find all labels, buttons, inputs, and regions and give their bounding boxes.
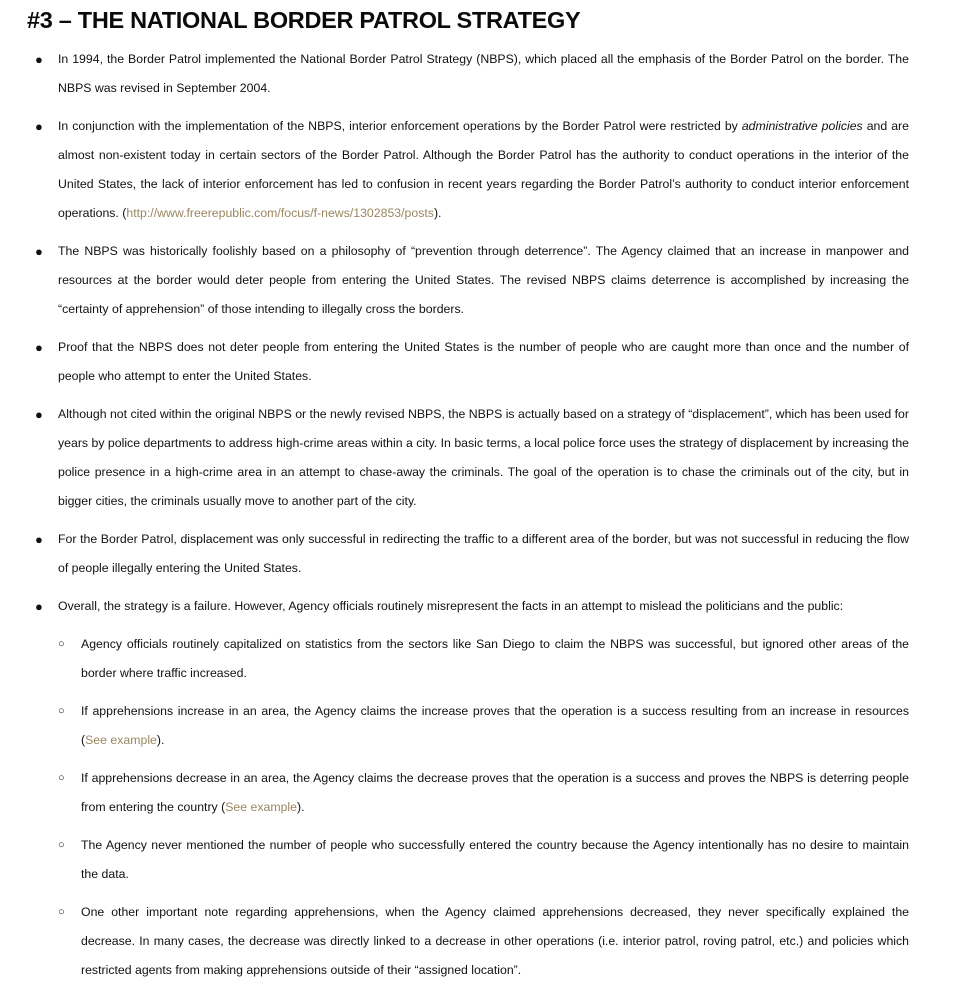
freerepublic-link[interactable]: http://www.freerepublic.com/focus/f-news/1302853/posts xyxy=(126,206,434,220)
bullet-icon: ● xyxy=(35,599,43,614)
sub-list-item-text: One other important note regarding apprehensions, when the Agency claimed apprehensions decreased, they never specifically explained the decrease. In many cases, the decrease was directly linked to a decrease in other operations (i.e. interior patrol, roving patrol, etc.) and policies which restricted agents from making apprehensions outside of their “assigned location”. xyxy=(81,905,909,977)
list-item-text: Although not cited within the original NBPS or the newly revised NBPS, the NBPS is actually based on a strategy of “displacement”, which has been used for years by police departments to address high-crime areas within a city. In basic terms, a local police force uses the strategy of displacement by increasing the police presence in a high-crime area in an attempt to chase-away the criminals. The goal of the operation is to chase the criminals out of the city, but in bigger cities, the criminals usually move to another part of the city. xyxy=(58,407,909,508)
hollow-bullet-icon: ○ xyxy=(58,638,65,650)
sub-list-item-text: If apprehensions decrease in an area, the Agency claims the decrease proves that the operation is a success and proves the NBPS is deterring people from entering the country ( xyxy=(81,771,909,814)
list-item-interior-enforcement xyxy=(27,112,909,228)
sub-list-item-text: The Agency never mentioned the number of people who successfully entered the country because the Agency intentionally has no desire to maintain the data. xyxy=(81,838,909,881)
bullet-icon: ● xyxy=(35,407,43,422)
bullet-icon: ● xyxy=(35,244,43,259)
sub-list-item-apprehensions-decrease xyxy=(58,764,909,822)
list-item-displacement-result xyxy=(27,525,909,583)
sub-list-item-text: ). xyxy=(297,800,305,814)
list-item-text: ). xyxy=(433,206,442,220)
sub-list-item-apprehensions-increase xyxy=(58,697,909,755)
hollow-bullet-icon: ○ xyxy=(58,705,65,717)
bullet-icon: ● xyxy=(35,52,43,67)
hollow-bullet-icon: ○ xyxy=(58,839,65,851)
see-example-link[interactable]: See example xyxy=(225,800,297,814)
sub-list-item-text: ). xyxy=(156,733,165,747)
sub-list-item-text: If apprehensions increase in an area, the Agency claims the increase proves that the operation is a success resulting from an increase in resources ( xyxy=(81,704,909,747)
misrepresentation-sub-list xyxy=(58,630,909,985)
list-item-text: Proof that the NBPS does not deter people from entering the United States is the number of people who are caught more than once and the number of people who attempt to enter the United States. xyxy=(58,340,909,383)
sub-list-item-text: Agency officials routinely capitalized on statistics from the sectors like San Diego to claim the NBPS was successful, but ignored other areas of the border where traffic increased. xyxy=(81,637,909,680)
list-item-strategy-failure xyxy=(27,592,909,985)
list-item-text: Overall, the strategy is a failure. However, Agency officials routinely misrepresent the facts in an attempt to mislead the politicians and the public: xyxy=(58,599,844,613)
list-item-text: The NBPS was historically foolishly based on a philosophy of “prevention through deterrence”. The Agency claimed that an increase in manpower and resources at the border would deter people from entering the United States. The revised NBPS claims deterrence is accomplished by increasing the “certainty of apprehension” of those intending to illegally cross the borders. xyxy=(58,244,909,316)
bullet-icon: ● xyxy=(35,532,43,547)
hollow-bullet-icon: ○ xyxy=(58,906,65,918)
sub-list-item-no-data xyxy=(58,831,909,889)
list-item-nbps-implementation xyxy=(27,45,909,103)
bullet-icon: ● xyxy=(35,340,43,355)
list-item-displacement xyxy=(27,400,909,516)
page-title: #3 – THE NATIONAL BORDER PATROL STRATEGY xyxy=(27,7,581,33)
list-item-text: In conjunction with the implementation of the NBPS, interior enforcement operations by the Border Patrol were restricted by xyxy=(58,119,742,133)
sub-list-item-san-diego xyxy=(58,630,909,688)
list-item-text: In 1994, the Border Patrol implemented the National Border Patrol Strategy (NBPS), which placed all the emphasis of the Border Patrol on the border. The NBPS was revised in September 2004. xyxy=(58,52,909,95)
see-example-link[interactable]: See example xyxy=(85,733,157,747)
hollow-bullet-icon: ○ xyxy=(58,772,65,784)
emphasized-text: administrative policies xyxy=(741,119,863,133)
list-item-text: For the Border Patrol, displacement was only successful in redirecting the traffic to a different area of the border, but was not successful in reducing the flow of people illegally entering the United States. xyxy=(58,532,909,575)
list-item-prevention-through-deterrence xyxy=(27,237,909,324)
list-item-text: and are almost non-existent today in certain sectors of the Border Patrol. Although the Border Patrol has the authority to conduct operations in the interior of the United States, the lack of interior enforcement has led to confusion in recent years regarding the Border Patrol’s authority to conduct interior enforcement operations. ( xyxy=(58,119,909,220)
bullet-icon: ● xyxy=(35,119,43,134)
sub-list-item-important-note xyxy=(58,898,909,985)
list-item-deterrence-proof xyxy=(27,333,909,391)
strategy-bullet-list xyxy=(27,45,909,985)
